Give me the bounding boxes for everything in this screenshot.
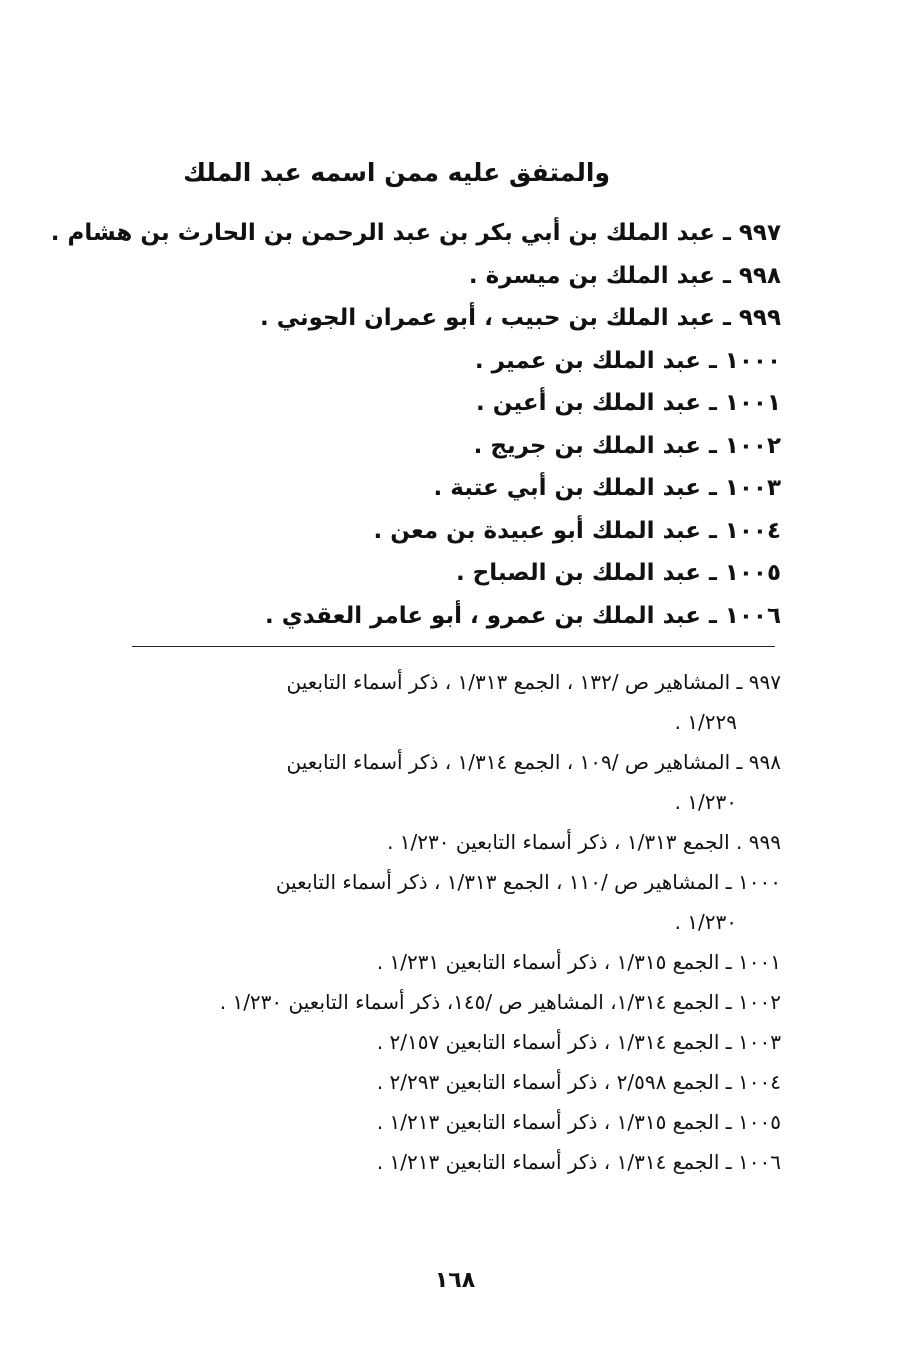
footnote-1006 [91, 1142, 781, 1182]
footnote-text: ١٠٠١ ـ الجمع ١/٣١٥ ، ذكر أسماء التابعين ١/٢٣١ . [376, 950, 781, 974]
entry-998: ٩٩٨ ـ عبد الملك بن ميسرة . [468, 262, 781, 289]
footnote-1004 [91, 1062, 781, 1102]
footnote-1002 [91, 982, 781, 1022]
footnote-1001 [91, 942, 781, 982]
footnote-1000 [91, 862, 781, 942]
footnote-list [91, 662, 781, 1182]
footnote-997 [91, 662, 781, 742]
entry-1003: ١٠٠٣ ـ عبد الملك بن أبي عتبة . [433, 475, 781, 501]
entry-1002: ١٠٠٢ ـ عبد الملك بن جريج . [473, 432, 781, 459]
footnote-text: ٩٩٨ ـ المشاهير ص /١٠٩ ، الجمع ١/٣١٤ ، ذكر أسماء التابعين [286, 750, 781, 774]
footnote-text: ١٠٠٦ ـ الجمع ١/٣١٤ ، ذكر أسماء التابعين ١/٢١٣ . [376, 1150, 781, 1174]
footnote-continuation: ١/٢٣٠ . [674, 790, 737, 814]
section-heading: والمتفق عليه ممن اسمه عبد الملك [183, 158, 610, 187]
entry-997: ٩٩٧ ـ عبد الملك بن أبي بكر بن عبد الرحمن بن الحارث بن هشام . [50, 220, 781, 246]
entry-1004: ١٠٠٤ ـ عبد الملك أبو عبيدة بن معن . [373, 517, 781, 544]
footnote-text: ١٠٠٣ ـ الجمع ١/٣١٤ ، ذكر أسماء التابعين ٢/١٥٧ . [376, 1030, 781, 1054]
entry-1006: ١٠٠٦ ـ عبد الملك بن عمرو ، أبو عامر العقدي . [264, 602, 781, 629]
footnote-1003 [91, 1022, 781, 1062]
page-number: ١٦٨ [434, 1268, 476, 1293]
footnote-text: ١٠٠٥ ـ الجمع ١/٣١٥ ، ذكر أسماء التابعين ١/٢١٣ . [376, 1110, 781, 1134]
footnote-text: ١٠٠٠ ـ المشاهير ص /١١٠ ، الجمع ١/٣١٣ ، ذكر أسماء التابعين [275, 870, 781, 894]
footnote-continuation: ١/٢٢٩ . [674, 710, 737, 734]
footnote-text: ١٠٠٢ ـ الجمع ١/٣١٤، المشاهير ص /١٤٥، ذكر أسماء التابعين ١/٢٣٠ . [219, 990, 781, 1014]
entry-1001: ١٠٠١ ـ عبد الملك بن أعين . [476, 390, 781, 416]
entry-1000: ١٠٠٠ ـ عبد الملك بن عمير . [474, 347, 781, 374]
footnote-divider [132, 646, 775, 647]
footnote-998 [91, 742, 781, 822]
footnote-text: ١٠٠٤ ـ الجمع ٢/٥٩٨ ، ذكر أسماء التابعين ٢/٢٩٣ . [376, 1070, 781, 1094]
footnote-1005 [91, 1102, 781, 1142]
footnote-999 [91, 822, 781, 862]
entry-1005: ١٠٠٥ ـ عبد الملك بن الصباح . [455, 560, 781, 586]
entry-list [50, 212, 781, 637]
footnote-continuation: ١/٢٣٠ . [674, 910, 737, 934]
footnote-text: ٩٩٩ . الجمع ١/٣١٣ ، ذكر أسماء التابعين ١/٢٣٠ . [387, 830, 781, 854]
footnote-text: ٩٩٧ ـ المشاهير ص /١٣٢ ، الجمع ١/٣١٣ ، ذكر أسماء التابعين [286, 670, 781, 694]
entry-999: ٩٩٩ ـ عبد الملك بن حبيب ، أبو عمران الجوني . [259, 305, 781, 331]
